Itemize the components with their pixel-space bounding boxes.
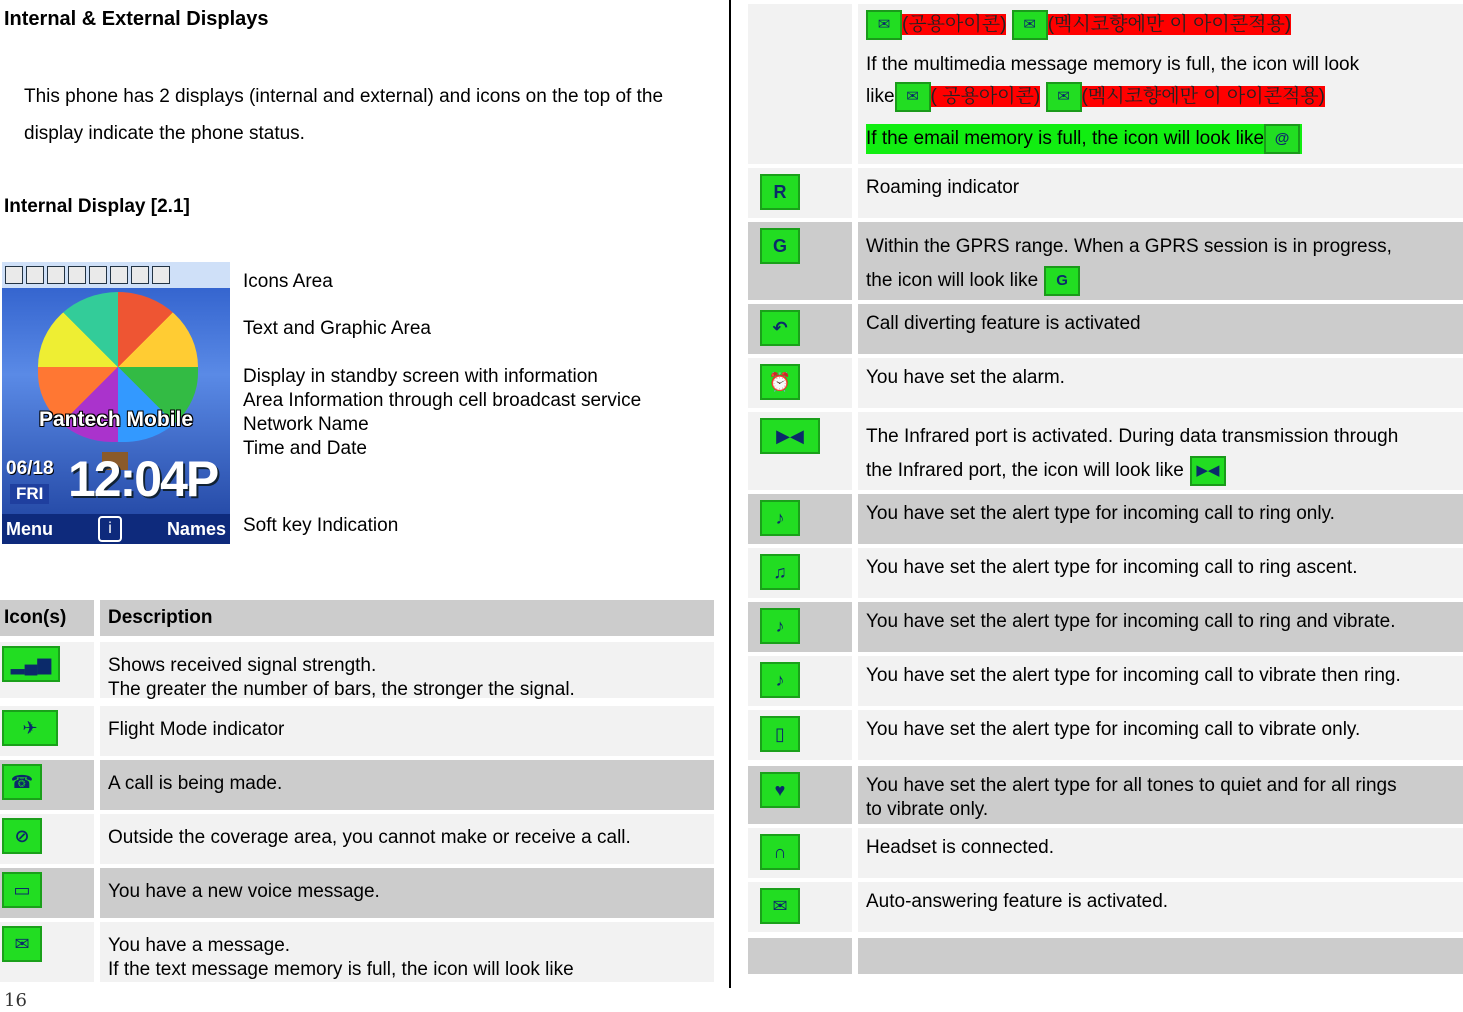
description-line-1: Call diverting feature is activated [866, 313, 1141, 334]
table-header-icons: Icon(s) [0, 600, 94, 636]
right-row-description [858, 498, 1463, 526]
left-row-description [100, 650, 714, 702]
left-row-description [100, 714, 714, 742]
alarm-icon: ⏰ [760, 364, 800, 400]
mm-line-1: If the multimedia message memory is full, the icon will look [866, 54, 1360, 75]
flight-mode-icon: ✈ [2, 710, 58, 746]
description-line-1: A call is being made. [108, 773, 283, 794]
roaming-icon [68, 266, 86, 284]
message-icon: ✉ [2, 926, 42, 962]
description-line-1: You have set the alert type for incoming call to vibrate then ring. [866, 665, 1401, 686]
email-full-line: If the email memory is full, the icon will look like @ [866, 124, 1302, 154]
mm-full-icon: ✉ [866, 10, 902, 40]
gprs-active-icon: G [1044, 266, 1080, 296]
label-standby-1: Display in standby screen with information [243, 366, 598, 387]
description-line-2: The greater the number of bars, the stronger the signal. [108, 679, 575, 700]
email-full-icon: @ [1264, 124, 1300, 154]
right-row-description [858, 416, 1463, 488]
label-soft-key: Soft key Indication [243, 515, 399, 536]
description-line-2: the icon will look like G [866, 264, 1463, 298]
mm-kr-label-1: ✉ (공용아이콘) [866, 14, 1006, 35]
mm-full-alt-icon: ✉ [1012, 10, 1048, 40]
description-line-1: You have set the alert type for incoming call to vibrate only. [866, 719, 1361, 740]
infrared-active-icon: ▶◀ [1190, 456, 1226, 486]
phone-screen-illustration [2, 262, 230, 544]
description-line-1: Flight Mode indicator [108, 719, 285, 740]
description-line-1: You have a new voice message. [108, 881, 380, 902]
description-line-1: You have set the alert type for incoming call to ring only. [866, 503, 1335, 524]
gprs-icon: G [760, 228, 800, 264]
message-icon [89, 266, 107, 284]
phone-brand: Pantech Mobile [38, 408, 194, 431]
empty-row-icon-cell [748, 938, 852, 974]
description-line-1: You have a message. [108, 935, 291, 956]
label-text-graphic-area: Text and Graphic Area [243, 318, 431, 339]
left-row-description [100, 876, 714, 904]
phone-softkeys [2, 514, 230, 544]
ring-vibrate-icon: ♪ [760, 608, 800, 644]
no-service-icon: ⊘ [2, 818, 42, 854]
description-line-1: You have set the alarm. [866, 367, 1065, 388]
label-standby-4: Time and Date [243, 438, 367, 459]
left-row-description [100, 822, 714, 850]
column-divider [729, 0, 731, 988]
description-line-2: to vibrate only. [866, 799, 989, 820]
mm-line-2: like ✉ ( 공용아이콘) ✉ (멕시코향에만 이 아이콘적용) [866, 82, 1325, 112]
roaming-icon: R [760, 174, 800, 210]
mm-kr-label-4: ✉ (멕시코향에만 이 아이콘적용) [1046, 86, 1325, 107]
mm-kr-label-3: ✉ ( 공용아이콘) [895, 86, 1041, 107]
right-row-description [858, 172, 1463, 200]
call-icon: ☎ [2, 764, 42, 800]
phone-time: 12:04P [68, 451, 218, 507]
ring-only-icon: ♪ [760, 500, 800, 536]
description-line-1: Auto-answering feature is activated. [866, 891, 1169, 912]
right-row-description [858, 606, 1463, 634]
call-divert-icon: ↶ [760, 310, 800, 346]
vibrate-only-icon: ▯ [760, 716, 800, 752]
mm-row-korean-line [866, 10, 1291, 40]
label-standby-3: Network Name [243, 414, 369, 435]
call-icon [26, 266, 44, 284]
mm-like-alt-icon: ✉ [1046, 82, 1082, 112]
right-row-description [858, 832, 1463, 860]
left-row-description [100, 930, 714, 982]
left-row-description [100, 768, 714, 796]
description-line-1: Headset is connected. [866, 837, 1055, 858]
signal-icon [5, 266, 23, 284]
phone-status-bar [2, 262, 230, 288]
right-row-description [858, 552, 1463, 580]
vibrate-ring-icon: ♪ [760, 662, 800, 698]
signal-icon: ▂▄▆ [2, 646, 60, 682]
table-header-description: Description [100, 600, 714, 636]
description-line-1: You have set the alert type for incoming call to ring and vibrate. [866, 611, 1396, 632]
softkey-left: Menu [6, 518, 53, 539]
softkey-right: Names [166, 518, 226, 539]
right-row-description [858, 770, 1463, 822]
section-subtitle: Internal Display [2.1] [4, 196, 190, 217]
auto-answer-icon: ✉ [760, 888, 800, 924]
battery-icon [152, 266, 170, 284]
description-line-1: The Infrared port is activated. During data transmission through [866, 426, 1399, 447]
page-number: 16 [4, 990, 27, 1011]
infrared-icon: ▶◀ [760, 418, 820, 454]
alarm-icon [131, 266, 149, 284]
label-standby-2: Area Information through cell broadcast service [243, 390, 642, 411]
page-title: Internal & External Displays [4, 8, 269, 30]
mm-kr-label-2: ✉ (멕시코향에만 이 아이콘적용) [1012, 14, 1291, 35]
description-line-1: Outside the coverage area, you cannot make or receive a call. [108, 827, 631, 848]
ring-icon [110, 266, 128, 284]
description-line-1: You have set the alert type for incoming call to ring ascent. [866, 557, 1358, 578]
quiet-icon: ♥ [760, 772, 800, 808]
right-row-description [858, 226, 1463, 298]
info-icon: i [98, 516, 122, 542]
phone-date: 06/18 [6, 458, 54, 479]
description-line-1: You have set the alert type for all tones to quiet and for all rings [866, 775, 1397, 796]
right-row-description [858, 308, 1463, 336]
label-icons-area: Icons Area [243, 271, 333, 292]
ring-ascent-icon: ♫ [760, 554, 800, 590]
voicemail-icon: ▭ [2, 872, 42, 908]
empty-row-desc-cell [858, 938, 1463, 974]
right-row-description [858, 660, 1463, 688]
gprs-icon [47, 266, 65, 284]
intro-text: This phone has 2 displays (internal and external) and icons on the top of the display indicate the phone status. [24, 86, 664, 144]
description-line-1: Roaming indicator [866, 177, 1020, 198]
mm-row-icon-cell [748, 4, 852, 164]
headset-icon: ∩ [760, 834, 800, 870]
right-row-description [858, 886, 1463, 914]
description-line-2: If the text message memory is full, the icon will look like [108, 959, 574, 980]
mm-like-icon: ✉ [895, 82, 931, 112]
description-line-1: Within the GPRS range. When a GPRS session is in progress, [866, 236, 1392, 257]
description-line-1: Shows received signal strength. [108, 655, 377, 676]
phone-day: FRI [10, 484, 49, 504]
description-line-2: the Infrared port, the icon will look like ▶◀ [866, 454, 1463, 488]
right-row-description [858, 362, 1463, 390]
right-row-description [858, 714, 1463, 742]
